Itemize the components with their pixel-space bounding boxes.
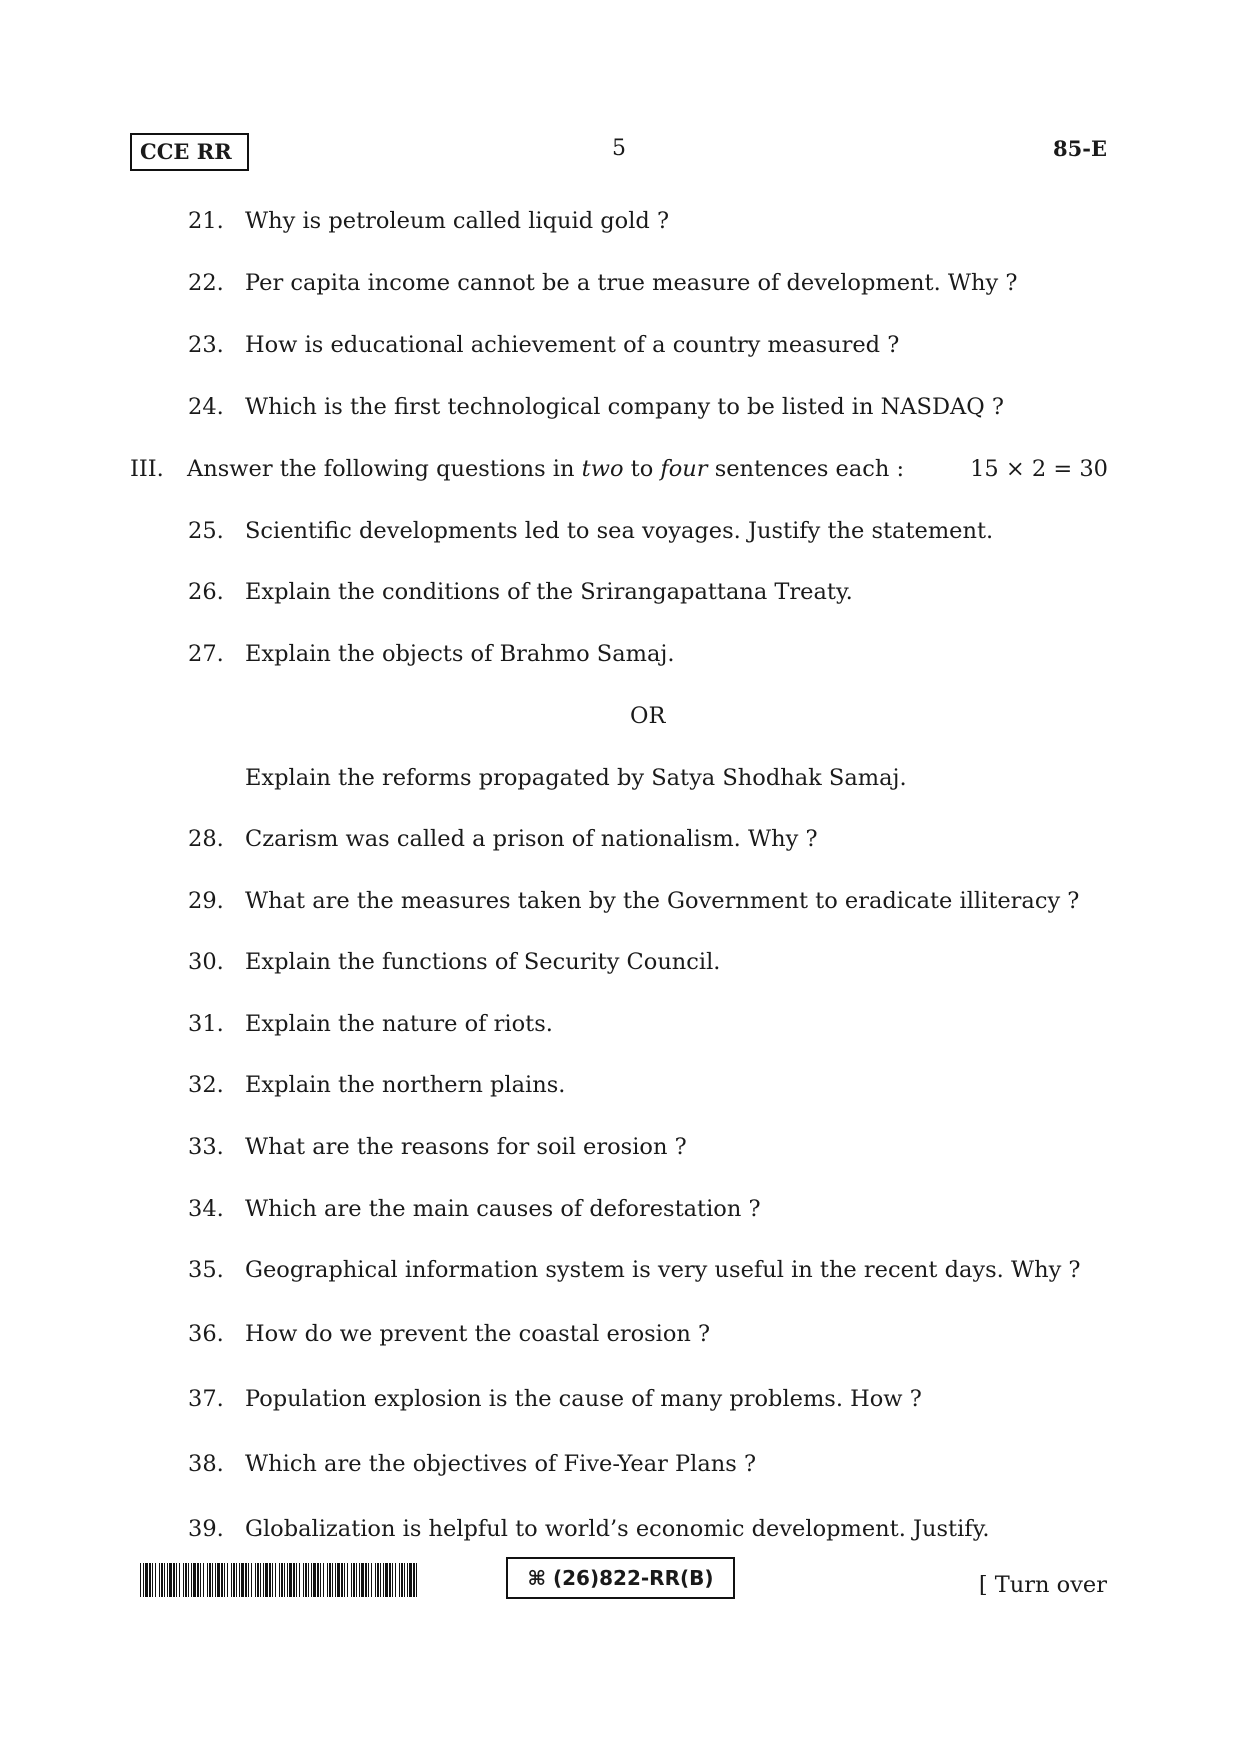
barcode-bar: [251, 1563, 252, 1597]
barcode-bar: [193, 1563, 196, 1597]
header-box-label: CCE RR: [130, 133, 249, 171]
barcode-bar: [313, 1563, 316, 1597]
barcode-bar: [169, 1563, 172, 1597]
barcode-bar: [380, 1563, 381, 1597]
question-text: Explain the northern plains.: [245, 1072, 566, 1098]
question-number: 28.: [188, 826, 224, 852]
barcode-bar: [183, 1563, 184, 1597]
question-number: 23.: [188, 332, 224, 358]
question-number: 29.: [188, 888, 224, 914]
barcode-bar: [159, 1563, 160, 1597]
barcode-bar: [221, 1563, 223, 1597]
barcode-bar: [191, 1563, 192, 1597]
barcode-bar: [371, 1563, 372, 1597]
barcode-bar: [167, 1563, 168, 1597]
barcode-bar: [269, 1563, 271, 1597]
question-text: How is educational achievement of a country measured ?: [245, 332, 900, 358]
barcode-bar: [392, 1563, 393, 1597]
barcode-bar: [149, 1563, 151, 1597]
barcode-bar: [404, 1563, 405, 1597]
barcode-bar: [140, 1563, 141, 1597]
barcode-bar: [399, 1563, 400, 1597]
barcode-bar: [143, 1563, 144, 1597]
barcode-bar: [239, 1563, 240, 1597]
barcode-bar: [407, 1563, 408, 1597]
section-instruction: Answer the following questions in two to four sentences each :: [187, 456, 905, 482]
barcode-bar: [341, 1563, 343, 1597]
question-text: Per capita income cannot be a true measure of development. Why ?: [245, 270, 1018, 296]
barcode-bar: [185, 1563, 187, 1597]
barcode-bar: [145, 1563, 148, 1597]
barcode-bar: [272, 1563, 273, 1597]
barcode-bar: [409, 1563, 412, 1597]
barcode-bar: [335, 1563, 336, 1597]
question-number: 32.: [188, 1072, 224, 1098]
barcode-bar: [329, 1563, 331, 1597]
barcode-bar: [248, 1563, 249, 1597]
question-number: 34.: [188, 1196, 224, 1222]
barcode-bar: [383, 1563, 384, 1597]
barcode-bar: [197, 1563, 199, 1597]
question-number: 36.: [188, 1321, 224, 1347]
barcode-bar: [224, 1563, 225, 1597]
barcode-bar: [255, 1563, 256, 1597]
question-number: 33.: [188, 1134, 224, 1160]
question-text: Scientific developments led to sea voyages. Justify the statement.: [245, 518, 994, 544]
barcode-bar: [257, 1563, 259, 1597]
barcode-bar: [344, 1563, 345, 1597]
question-text: Which is the first technological company to be listed in NASDAQ ?: [245, 394, 1004, 420]
barcode-bar: [311, 1563, 312, 1597]
question-number: 38.: [188, 1451, 224, 1477]
question-number: 25.: [188, 518, 224, 544]
barcode-bar: [215, 1563, 216, 1597]
barcode-bar: [263, 1563, 264, 1597]
question-text: How do we prevent the coastal erosion ?: [245, 1321, 711, 1347]
barcode-bar: [413, 1563, 415, 1597]
section-numeral: III.: [130, 456, 164, 482]
question-text: What are the measures taken by the Government to eradicate illiteracy ?: [245, 888, 1080, 914]
barcode-bar: [260, 1563, 261, 1597]
turn-over-label: [ Turn over: [978, 1572, 1107, 1598]
barcode-bar: [284, 1563, 285, 1597]
barcode-bar: [353, 1563, 355, 1597]
barcode-bar: [365, 1563, 367, 1597]
question-number: 37.: [188, 1386, 224, 1412]
section-marks: 15 × 2 = 30: [970, 456, 1108, 482]
barcode-bar: [236, 1563, 237, 1597]
question-text: Which are the main causes of deforestation ?: [245, 1196, 761, 1222]
barcode-bar: [303, 1563, 304, 1597]
question-text: Explain the objects of Brahmo Samaj.: [245, 641, 675, 667]
barcode-bar: [164, 1563, 165, 1597]
barcode-bar: [203, 1563, 204, 1597]
footer-code: ⌘ (26)822-RR(B): [506, 1557, 735, 1599]
question-text: Geographical information system is very useful in the recent days. Why ?: [245, 1257, 1081, 1283]
question-text: Explain the conditions of the Srirangapattana Treaty.: [245, 579, 853, 605]
question-text: Explain the nature of riots.: [245, 1011, 553, 1037]
barcode-bar: [395, 1563, 396, 1597]
question-number: 27.: [188, 641, 224, 667]
paper-code: 85-E: [1053, 136, 1107, 161]
barcode-bar: [265, 1563, 268, 1597]
barcode-bar: [155, 1563, 156, 1597]
barcode: [140, 1563, 420, 1597]
question-text: Czarism was called a prison of nationalism. Why ?: [245, 826, 818, 852]
alternative-question: Explain the reforms propagated by Satya Shodhak Samaj.: [245, 765, 907, 791]
question-number: 39.: [188, 1516, 224, 1542]
question-text: Population explosion is the cause of many problems. How ?: [245, 1386, 922, 1412]
barcode-bar: [200, 1563, 201, 1597]
barcode-bar: [308, 1563, 309, 1597]
question-text: Why is petroleum called liquid gold ?: [245, 208, 670, 234]
question-text: Globalization is helpful to world’s economic development. Justify.: [245, 1516, 990, 1542]
barcode-bar: [323, 1563, 324, 1597]
barcode-bar: [209, 1563, 211, 1597]
barcode-bar: [281, 1563, 283, 1597]
barcode-bar: [212, 1563, 213, 1597]
barcode-bar: [359, 1563, 360, 1597]
barcode-bar: [279, 1563, 280, 1597]
question-number: 24.: [188, 394, 224, 420]
barcode-bar: [356, 1563, 357, 1597]
barcode-bar: [227, 1563, 228, 1597]
barcode-bar: [361, 1563, 364, 1597]
barcode-bar: [179, 1563, 180, 1597]
barcode-bar: [347, 1563, 348, 1597]
question-number: 21.: [188, 208, 224, 234]
barcode-bar: [320, 1563, 321, 1597]
barcode-bar: [385, 1563, 388, 1597]
barcode-bar: [351, 1563, 352, 1597]
question-number: 31.: [188, 1011, 224, 1037]
question-number: 30.: [188, 949, 224, 975]
barcode-bar: [416, 1563, 417, 1597]
barcode-bar: [375, 1563, 376, 1597]
barcode-bar: [337, 1563, 340, 1597]
barcode-bar: [217, 1563, 220, 1597]
barcode-bar: [332, 1563, 333, 1597]
question-text: Explain the functions of Security Council.: [245, 949, 721, 975]
barcode-bar: [317, 1563, 319, 1597]
question-text: Which are the objectives of Five-Year Plans ?: [245, 1451, 757, 1477]
barcode-bar: [389, 1563, 391, 1597]
question-number: 22.: [188, 270, 224, 296]
barcode-bar: [287, 1563, 288, 1597]
barcode-bar: [207, 1563, 208, 1597]
barcode-bar: [305, 1563, 307, 1597]
barcode-bar: [176, 1563, 177, 1597]
barcode-bar: [401, 1563, 403, 1597]
barcode-bar: [188, 1563, 189, 1597]
barcode-bar: [293, 1563, 295, 1597]
barcode-bar: [377, 1563, 379, 1597]
question-text: What are the reasons for soil erosion ?: [245, 1134, 687, 1160]
barcode-bar: [245, 1563, 247, 1597]
barcode-graphic: [140, 1563, 420, 1597]
barcode-bar: [161, 1563, 163, 1597]
barcode-bar: [152, 1563, 153, 1597]
barcode-bar: [173, 1563, 175, 1597]
barcode-bar: [289, 1563, 292, 1597]
barcode-bar: [275, 1563, 276, 1597]
page-number: 5: [612, 136, 626, 161]
question-number: 26.: [188, 579, 224, 605]
barcode-bar: [241, 1563, 244, 1597]
question-number: 35.: [188, 1257, 224, 1283]
barcode-bar: [233, 1563, 235, 1597]
barcode-bar: [231, 1563, 232, 1597]
barcode-bar: [327, 1563, 328, 1597]
barcode-bar: [299, 1563, 300, 1597]
barcode-bar: [368, 1563, 369, 1597]
barcode-bar: [296, 1563, 297, 1597]
or-label: OR: [630, 703, 666, 729]
